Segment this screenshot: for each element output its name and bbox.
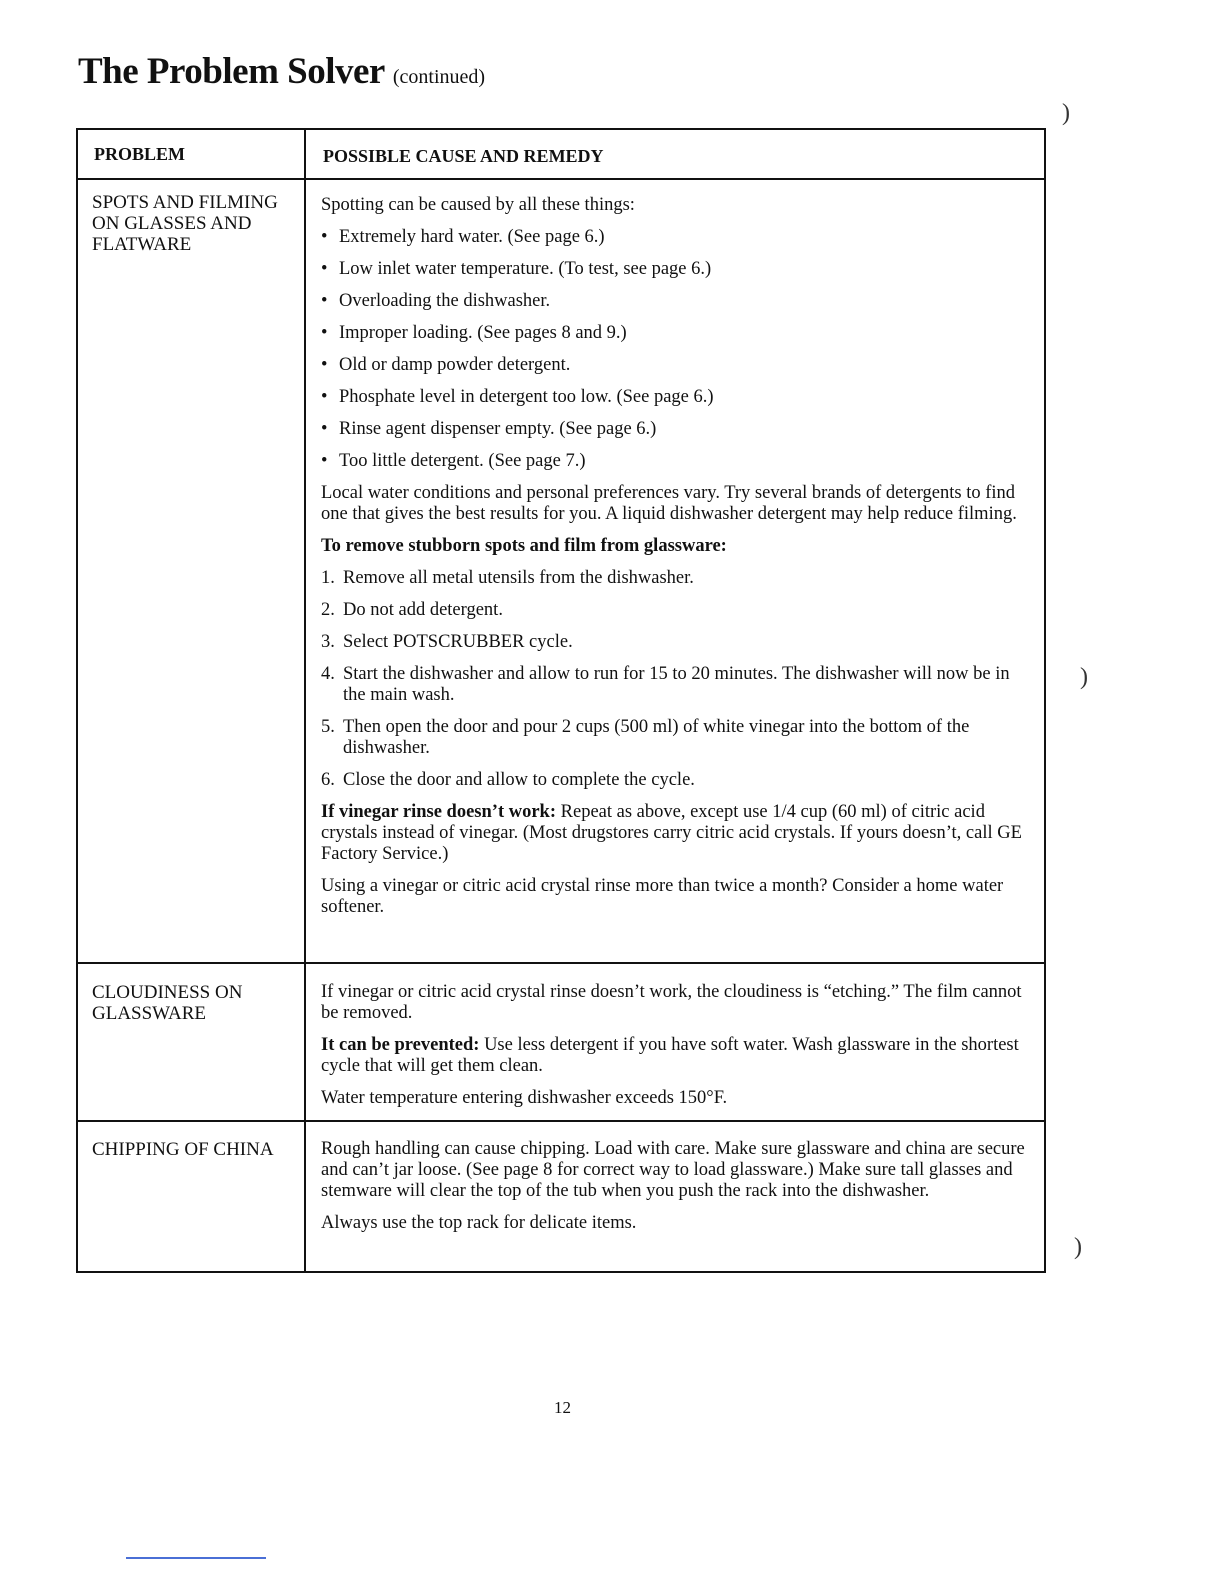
bottom-rule [126, 1557, 266, 1559]
bullet-icon: • [321, 323, 328, 343]
header-cause-remedy: POSSIBLE CAUSE AND REMEDY [323, 146, 604, 166]
list-item: • Extremely hard water. (See page 6.) [321, 227, 605, 247]
page-title [78, 50, 485, 93]
step-item: 2. Do not add detergent. [321, 600, 503, 620]
bullet-icon: • [321, 259, 328, 279]
bullet-icon: • [321, 387, 328, 407]
bullet-icon: • [321, 227, 328, 247]
stubborn-heading: To remove stubborn spots and film from glassware: [321, 536, 727, 556]
handling-note: Rough handling can cause chipping. Load with care. Make sure glassware and china are secure and can’t jar loose. (See page 8 for correct way to load glassware.) Make sure tall glasses and stemware will clear the top of the tub when you push the rack into the dishwasher. [321, 1139, 1025, 1201]
title-continued: (continued) [392, 66, 486, 88]
bullet-icon: • [321, 419, 328, 439]
step-item: 3. Select POTSCRUBBER cycle. [321, 632, 573, 652]
row-divider [78, 962, 1044, 964]
page-number: 12 [554, 1398, 571, 1417]
etching-note: If vinegar or citric acid crystal rinse doesn’t work, the cloudiness is “etching.” The film cannot be removed. [321, 982, 1022, 1023]
problem-spots-filming: SPOTS AND FILMING ON GLASSES AND FLATWARE [92, 192, 278, 255]
softener-note: Using a vinegar or citric acid crystal rinse more than twice a month? Consider a home water softener. [321, 876, 1004, 917]
step-item: 4. Start the dishwasher and allow to run for 15 to 20 minutes. The dishwasher will now be in the main wash. [321, 664, 1010, 705]
step-item: 1. Remove all metal utensils from the dishwasher. [321, 568, 694, 588]
title-main: The Problem Solver [78, 51, 385, 92]
list-item: • Old or damp powder detergent. [321, 355, 571, 375]
row-divider [78, 1120, 1044, 1122]
binding-hole-mark: ) [1080, 664, 1088, 690]
binding-hole-mark: ) [1062, 100, 1070, 126]
bullet-icon: • [321, 291, 328, 311]
binding-hole-mark: ) [1074, 1234, 1082, 1260]
header-divider [78, 178, 1044, 180]
list-item: • Overloading the dishwasher. [321, 291, 551, 311]
list-item: • Low inlet water temperature. (To test, see page 6.) [321, 259, 712, 279]
prevention-note: It can be prevented: Use less detergent if you have soft water. Wash glassware in the shortest cycle that will get them clean. [321, 1035, 1019, 1076]
problem-solver-table [76, 128, 1046, 1273]
column-divider [304, 130, 306, 1271]
spotting-intro: Spotting can be caused by all these things: [321, 195, 635, 215]
list-item: • Phosphate level in detergent too low. (See page 6.) [321, 387, 714, 407]
header-problem: PROBLEM [94, 144, 186, 164]
temperature-note: Water temperature entering dishwasher exceeds 150°F. [321, 1088, 728, 1108]
top-rack-note: Always use the top rack for delicate items. [321, 1213, 637, 1233]
list-item: • Rinse agent dispenser empty. (See page 6.) [321, 419, 657, 439]
local-water-note: Local water conditions and personal preferences vary. Try several brands of detergents to find one that gives the best results for you. A liquid dishwasher detergent may help reduce filming. [321, 483, 1017, 524]
remedy-cloudiness [321, 982, 1033, 1120]
step-item: 6. Close the door and allow to complete the cycle. [321, 770, 695, 790]
list-item: • Improper loading. (See pages 8 and 9.) [321, 323, 627, 343]
list-item: • Too little detergent. (See page 7.) [321, 451, 586, 471]
remedy-spots-filming [321, 195, 1033, 929]
vinegar-note: If vinegar rinse doesn’t work: Repeat as above, except use 1/4 cup (60 ml) of citric acid crystals instead of vinegar. (Most drugstores carry citric acid crystals. If yours doesn’t, call GE Factory Service.) [321, 802, 1022, 864]
bullet-icon: • [321, 355, 328, 375]
problem-chipping: CHIPPING OF CHINA [92, 1139, 274, 1160]
step-item: 5. Then open the door and pour 2 cups (500 ml) of white vinegar into the bottom of the dishwasher. [321, 717, 970, 758]
remedy-chipping [321, 1139, 1033, 1245]
problem-cloudiness: CLOUDINESS ON GLASSWARE [92, 982, 243, 1024]
bullet-icon: • [321, 451, 328, 471]
